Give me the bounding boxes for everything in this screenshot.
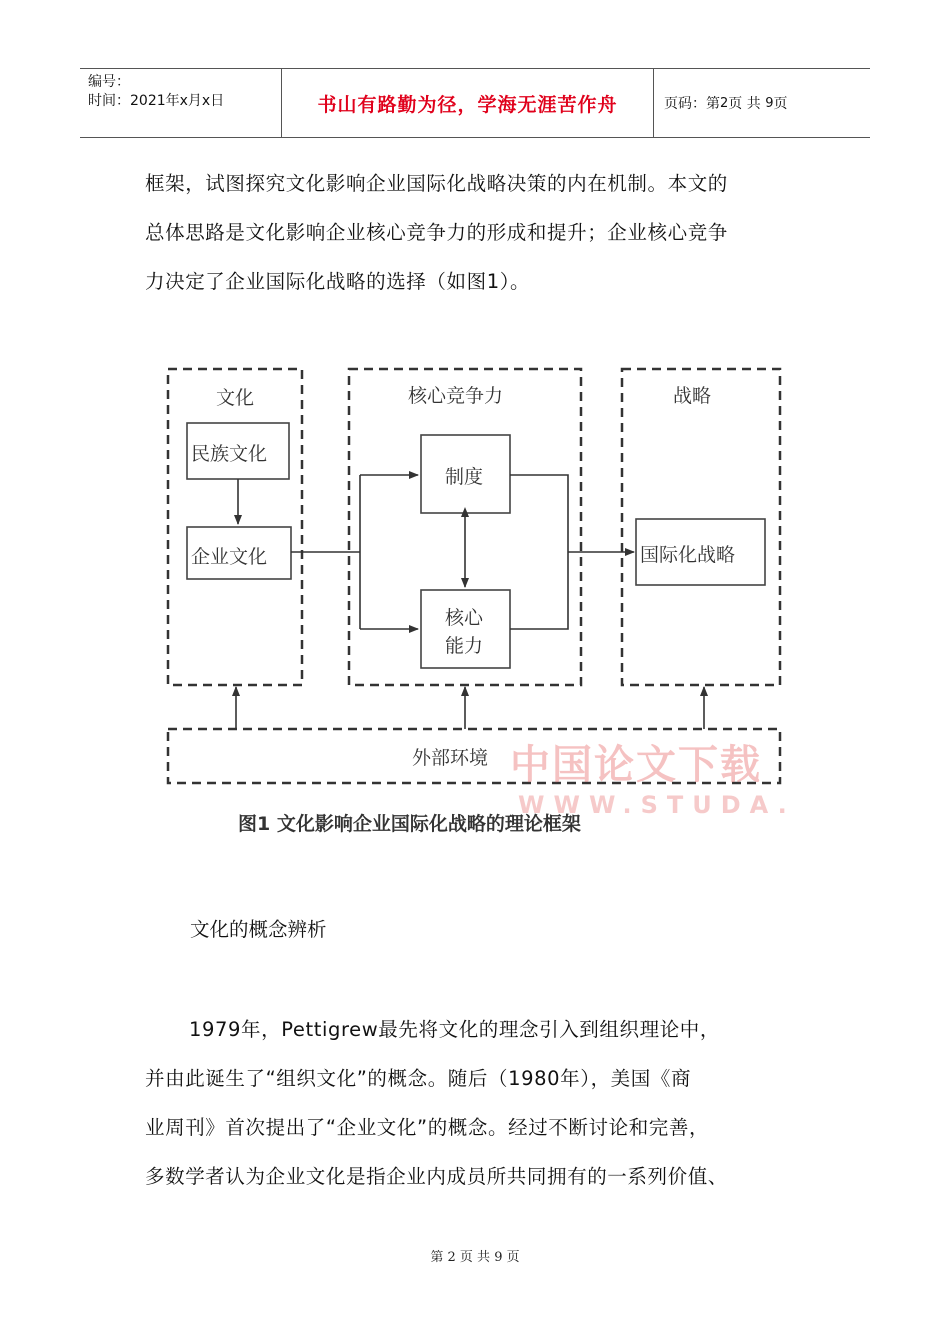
number-label: 编号： <box>88 74 130 90</box>
capability-label-line1: 核心 <box>445 607 484 629</box>
page-footer: 第 2 页 共 9 页 <box>430 1250 520 1265</box>
paragraph-line: 总体思路是文化影响企业核心竞争力的形成和提升；企业核心竞争 <box>145 221 728 244</box>
national-culture-label: 民族文化 <box>191 443 268 465</box>
institution-label: 制度 <box>445 466 484 488</box>
capability-label-line2: 能力 <box>445 635 484 657</box>
page-total: 9 <box>765 95 774 111</box>
section-heading: 文化的概念辨析 <box>190 918 327 941</box>
page-end: 页 <box>773 96 788 112</box>
framework-figure <box>158 355 796 845</box>
header-motto: 书山有路勤为径，学海无涯苦作舟 <box>281 69 654 137</box>
paragraph-definition <box>145 1005 805 1201</box>
paragraph-line: 力决定了企业国际化战略的选择（如图1）。 <box>145 270 531 293</box>
corporate-culture-label: 企业文化 <box>191 546 268 568</box>
paragraph-line: 业周刊》首次提出了“企业文化”的概念。经过不断讨论和完善， <box>145 1116 710 1139</box>
international-strategy-label: 国际化战略 <box>640 544 736 566</box>
time-label: 时间：2021年x月x日 <box>88 93 225 109</box>
header-meta <box>80 69 281 137</box>
paragraph-intro <box>145 159 805 306</box>
page-header <box>80 68 870 138</box>
page-mid: 页 共 <box>728 96 761 112</box>
watermark-chinese: 中国论文下载 <box>510 742 762 788</box>
watermark-english: WWW.STUDA. <box>518 791 796 819</box>
strategy-column-label: 战略 <box>673 385 712 407</box>
core-competence-column-label: 核心竞争力 <box>408 385 504 407</box>
paragraph-line: 并由此诞生了“组织文化”的概念。随后（1980年），美国《商 <box>145 1067 692 1090</box>
page-label: 页码：第 <box>664 96 720 112</box>
figure-caption: 图1 文化影响企业国际化战略的理论框架 <box>238 813 581 835</box>
header-page-info <box>654 69 870 137</box>
paragraph-line: 框架，试图探究文化影响企业国际化战略决策的内在机制。本文的 <box>145 172 728 195</box>
paragraph-line: 1979年，Pettigrew最先将文化的理念引入到组织理论中， <box>189 1018 721 1041</box>
culture-column-label: 文化 <box>216 387 255 409</box>
environment-label: 外部环境 <box>412 747 489 769</box>
paragraph-line: 多数学者认为企业文化是指企业内成员所共同拥有的一系列价值、 <box>145 1165 728 1188</box>
page-number: 2 <box>720 95 729 111</box>
